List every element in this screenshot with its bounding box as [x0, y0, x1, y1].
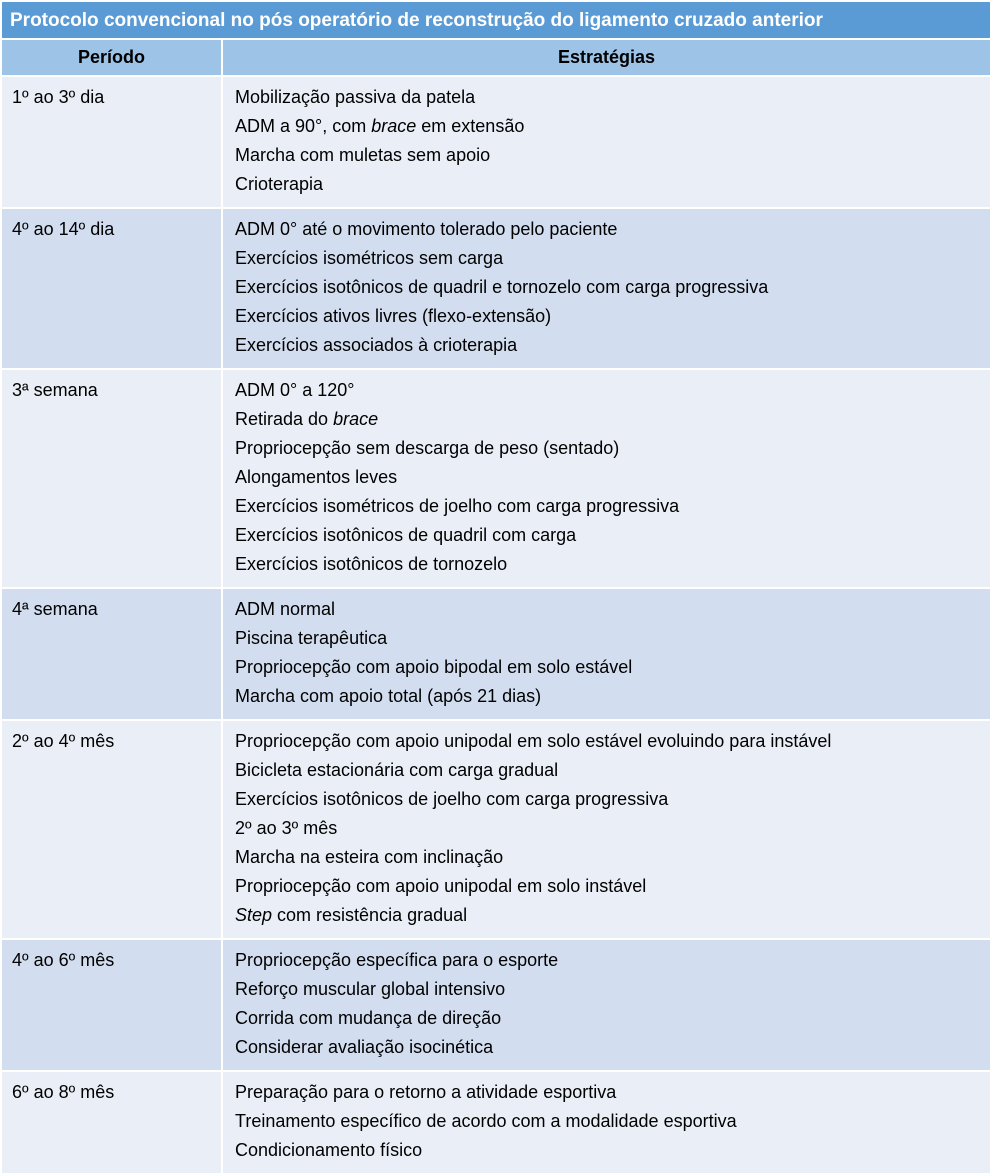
strategy-term-italic: Step [235, 905, 273, 925]
header-period: Período [2, 40, 222, 76]
strategy-item [235, 141, 990, 170]
strategy-text: Preparação para o retorno a atividade esportiva [235, 1082, 617, 1102]
strategy-text: Propriocepção sem descarga de peso (sentado) [235, 438, 620, 458]
strategy-text: Reforço muscular global intensivo [235, 979, 506, 999]
strategies-cell [222, 588, 990, 720]
header-strategies: Estratégias [222, 40, 990, 76]
strategy-text: Condicionamento físico [235, 1140, 423, 1160]
strategy-item [235, 814, 990, 843]
period-cell [2, 208, 222, 369]
period-cell [2, 720, 222, 939]
strategy-item [235, 273, 990, 302]
strategy-text: ADM 0° até o movimento tolerado pelo paciente [235, 219, 618, 239]
strategy-text: Alongamentos leves [235, 467, 398, 487]
strategy-text: Propriocepção específica para o esporte [235, 950, 559, 970]
strategy-text: Exercícios isotônicos de quadril com carga [235, 525, 577, 545]
strategy-text: Treinamento específico de acordo com a modalidade esportiva [235, 1111, 737, 1131]
strategy-text: Piscina terapêutica [235, 628, 388, 648]
table-row [2, 939, 990, 1071]
protocol-table [2, 40, 990, 1175]
strategy-item [235, 682, 990, 711]
strategy-item [235, 492, 990, 521]
table-row [2, 369, 990, 588]
strategy-item [235, 946, 990, 975]
strategy-text: Exercícios isotônicos de quadril e tornozelo com carga progressiva [235, 277, 769, 297]
strategy-text: Crioterapia [235, 174, 324, 194]
strategies-cell [222, 76, 990, 208]
strategies-cell [222, 939, 990, 1071]
strategy-text: ADM a 90°, com [235, 116, 372, 136]
table-body [2, 76, 990, 1174]
strategy-text: Mobilização passiva da patela [235, 87, 476, 107]
strategy-item [235, 405, 990, 434]
strategy-item [235, 434, 990, 463]
period-cell [2, 588, 222, 720]
strategy-text: ADM normal [235, 599, 336, 619]
period-label: 4º ao 14º dia [12, 219, 115, 239]
strategy-text: Marcha na esteira com inclinação [235, 847, 504, 867]
table-title: Protocolo convencional no pós operatório de reconstrução do ligamento cruzado anterior [2, 2, 990, 40]
strategy-text: Marcha com apoio total (após 21 dias) [235, 686, 542, 706]
strategy-text: Exercícios associados à crioterapia [235, 335, 518, 355]
header-row [2, 40, 990, 76]
protocol-table-container [2, 2, 990, 1175]
strategy-item [235, 872, 990, 901]
strategy-text: Bicicleta estacionária com carga gradual [235, 760, 559, 780]
table-row [2, 720, 990, 939]
period-cell [2, 76, 222, 208]
strategy-item [235, 1033, 990, 1062]
strategy-text: Propriocepção com apoio unipodal em solo instável [235, 876, 647, 896]
strategy-text: 2º ao 3º mês [235, 818, 338, 838]
strategy-item [235, 843, 990, 872]
strategies-cell [222, 369, 990, 588]
period-label: 2º ao 4º mês [12, 731, 115, 751]
strategy-text: Exercícios isométricos de joelho com carga progressiva [235, 496, 680, 516]
strategy-text: com resistência gradual [272, 905, 468, 925]
strategy-item [235, 653, 990, 682]
strategy-item [235, 521, 990, 550]
strategy-item [235, 1136, 990, 1165]
strategy-item [235, 550, 990, 579]
strategy-text: Retirada do [235, 409, 334, 429]
strategy-item [235, 215, 990, 244]
strategy-item [235, 975, 990, 1004]
strategy-item [235, 785, 990, 814]
strategies-cell [222, 720, 990, 939]
strategy-text: Exercícios isométricos sem carga [235, 248, 504, 268]
strategy-item [235, 1078, 990, 1107]
strategy-text: Exercícios ativos livres (flexo-extensão) [235, 306, 552, 326]
strategy-item [235, 463, 990, 492]
strategy-item [235, 1004, 990, 1033]
period-label: 3ª semana [12, 380, 98, 400]
period-label: 4º ao 6º mês [12, 950, 115, 970]
strategy-item [235, 756, 990, 785]
period-cell [2, 939, 222, 1071]
strategy-text: Exercícios isotônicos de tornozelo [235, 554, 508, 574]
strategy-text: Corrida com mudança de direção [235, 1008, 502, 1028]
period-label: 6º ao 8º mês [12, 1082, 115, 1102]
strategies-cell [222, 1071, 990, 1174]
strategy-item [235, 112, 990, 141]
strategies-cell [222, 208, 990, 369]
table-row [2, 1071, 990, 1174]
strategy-item [235, 331, 990, 360]
table-row [2, 208, 990, 369]
strategy-item [235, 624, 990, 653]
strategy-item [235, 83, 990, 112]
strategy-item [235, 244, 990, 273]
strategy-term-italic: brace [371, 116, 417, 136]
strategy-term-italic: brace [333, 409, 379, 429]
strategy-text: Exercícios isotônicos de joelho com carga progressiva [235, 789, 669, 809]
period-cell [2, 369, 222, 588]
strategy-text: Marcha com muletas sem apoio [235, 145, 491, 165]
strategy-item [235, 901, 990, 930]
strategy-text: Propriocepção com apoio unipodal em solo estável evoluindo para instável [235, 731, 832, 751]
period-label: 4ª semana [12, 599, 98, 619]
strategy-item [235, 376, 990, 405]
strategy-text: ADM 0° a 120° [235, 380, 355, 400]
table-row [2, 76, 990, 208]
period-label: 1º ao 3º dia [12, 87, 105, 107]
table-row [2, 588, 990, 720]
strategy-item [235, 595, 990, 624]
strategy-item [235, 170, 990, 199]
strategy-item [235, 1107, 990, 1136]
period-cell [2, 1071, 222, 1174]
strategy-text: em extensão [416, 116, 525, 136]
strategy-text: Considerar avaliação isocinética [235, 1037, 494, 1057]
strategy-item [235, 302, 990, 331]
strategy-text: Propriocepção com apoio bipodal em solo estável [235, 657, 633, 677]
strategy-item [235, 727, 990, 756]
